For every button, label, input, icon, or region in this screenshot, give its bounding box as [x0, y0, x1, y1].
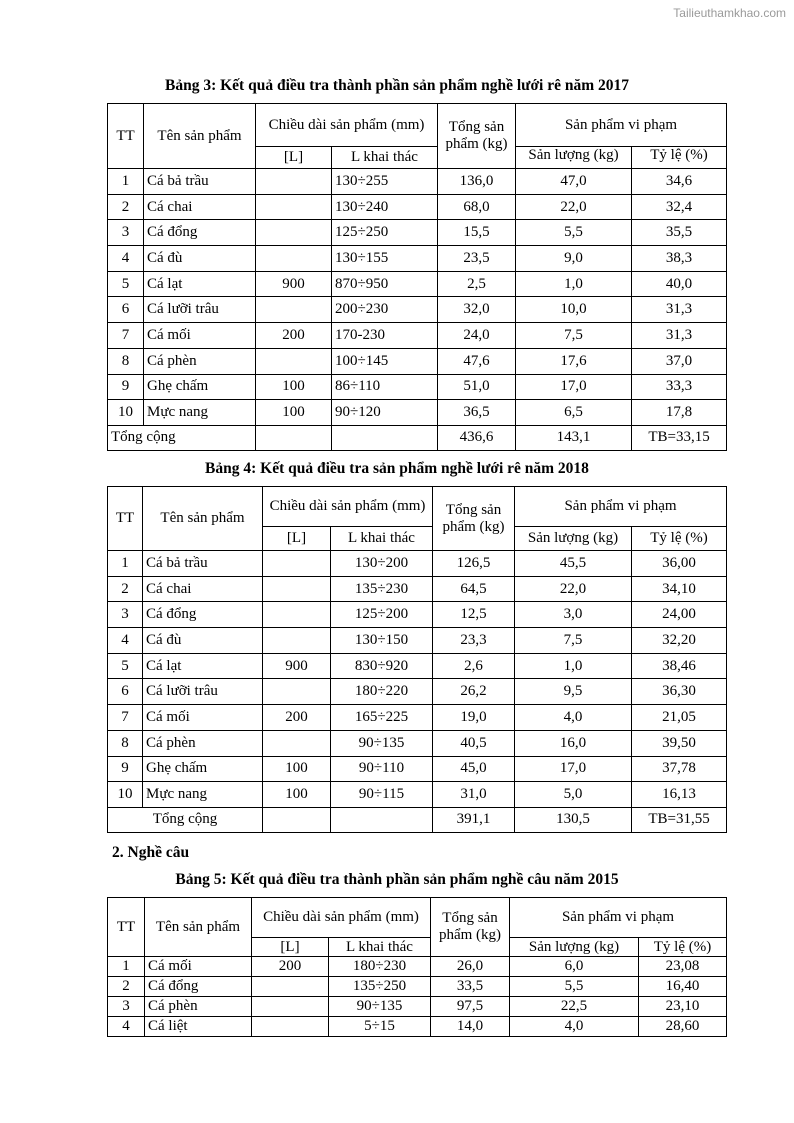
table-row: [108, 348, 727, 374]
cell-tt: 4: [108, 1017, 145, 1037]
cell-total: 40,5: [433, 730, 515, 756]
header-name: Tên sản phẩm: [143, 487, 263, 551]
cell-L: 200: [263, 705, 331, 731]
table-row: [108, 271, 727, 297]
total-label: Tổng cộng: [108, 425, 256, 450]
cell-L: 200: [256, 323, 332, 349]
header-amount: Sản lượng (kg): [515, 527, 632, 551]
total-amount: 143,1: [516, 425, 632, 450]
header-violation: Sản phẩm vi phạm: [515, 487, 727, 527]
cell-total: 33,5: [431, 977, 510, 997]
cell-tt: 10: [108, 400, 144, 426]
cell-L: [252, 997, 329, 1017]
cell-name: Cá phèn: [144, 348, 256, 374]
cell-amount: 17,0: [516, 374, 632, 400]
cell-tt: 5: [108, 271, 144, 297]
total-L: [263, 807, 331, 832]
cell-tt: 2: [108, 576, 143, 602]
cell-name: Cá bả trầu: [144, 169, 256, 195]
cell-total: 15,5: [438, 220, 516, 246]
table-row: [108, 374, 727, 400]
cell-amount: 6,5: [516, 400, 632, 426]
cell-tt: 7: [108, 323, 144, 349]
cell-L: [256, 348, 332, 374]
header-rate: Tỷ lệ (%): [639, 938, 727, 957]
cell-total: 32,0: [438, 297, 516, 323]
table-row: [108, 297, 727, 323]
header-L: [L]: [256, 147, 332, 169]
cell-lkt: 165÷225: [331, 705, 433, 731]
cell-amount: 3,0: [515, 602, 632, 628]
table3: [107, 103, 727, 451]
cell-rate: 37,78: [632, 756, 727, 782]
cell-amount: 10,0: [516, 297, 632, 323]
header-lkt: L khai thác: [331, 527, 433, 551]
cell-tt: 3: [108, 997, 145, 1017]
total-amount: 130,5: [515, 807, 632, 832]
cell-total: 23,3: [433, 628, 515, 654]
cell-lkt: 5÷15: [329, 1017, 431, 1037]
total-label: Tổng cộng: [108, 807, 263, 832]
cell-L: [256, 246, 332, 272]
cell-amount: 1,0: [515, 653, 632, 679]
cell-L: [263, 730, 331, 756]
cell-tt: 9: [108, 756, 143, 782]
cell-name: Cá đổng: [145, 977, 252, 997]
cell-total: 2,5: [438, 271, 516, 297]
cell-tt: 3: [108, 602, 143, 628]
total-lkt: [331, 807, 433, 832]
cell-lkt: 90÷135: [331, 730, 433, 756]
table4: [107, 486, 727, 833]
header-length: Chiều dài sản phẩm (mm): [256, 104, 438, 147]
cell-total: 126,5: [433, 551, 515, 577]
cell-tt: 1: [108, 551, 143, 577]
cell-amount: 5,5: [516, 220, 632, 246]
table-row: [108, 323, 727, 349]
cell-name: Cá đù: [144, 246, 256, 272]
table-row: [108, 602, 727, 628]
cell-lkt: 90÷135: [329, 997, 431, 1017]
cell-amount: 6,0: [510, 957, 639, 977]
header-total: Tổng sản phẩm (kg): [438, 104, 516, 169]
cell-amount: 4,0: [515, 705, 632, 731]
cell-tt: 3: [108, 220, 144, 246]
cell-L: 900: [263, 653, 331, 679]
cell-tt: 8: [108, 348, 144, 374]
cell-lkt: 90÷115: [331, 782, 433, 808]
cell-name: Cá lưỡi trâu: [144, 297, 256, 323]
cell-amount: 4,0: [510, 1017, 639, 1037]
cell-L: [263, 628, 331, 654]
cell-amount: 17,0: [515, 756, 632, 782]
cell-rate: 17,8: [632, 400, 727, 426]
cell-lkt: 180÷220: [331, 679, 433, 705]
cell-rate: 32,4: [632, 194, 727, 220]
cell-amount: 17,6: [516, 348, 632, 374]
header-tt: TT: [108, 487, 143, 551]
cell-name: Ghẹ chấm: [144, 374, 256, 400]
cell-total: 136,0: [438, 169, 516, 195]
cell-name: Cá mối: [143, 705, 263, 731]
table-row: [108, 679, 727, 705]
cell-L: [256, 297, 332, 323]
cell-lkt: 100÷145: [332, 348, 438, 374]
total-total: 391,1: [433, 807, 515, 832]
cell-name: Cá lạt: [144, 271, 256, 297]
cell-amount: 1,0: [516, 271, 632, 297]
cell-rate: 34,6: [632, 169, 727, 195]
section-title: 2. Nghề câu: [112, 844, 190, 861]
cell-lkt: 125÷250: [332, 220, 438, 246]
table5: [107, 897, 727, 1037]
cell-tt: 1: [108, 169, 144, 195]
header-violation: Sản phẩm vi phạm: [516, 104, 727, 147]
cell-name: Cá đổng: [143, 602, 263, 628]
cell-rate: 24,00: [632, 602, 727, 628]
cell-L: 200: [252, 957, 329, 977]
cell-L: [263, 551, 331, 577]
cell-L: [252, 1017, 329, 1037]
cell-tt: 2: [108, 977, 145, 997]
cell-lkt: 830÷920: [331, 653, 433, 679]
cell-total: 12,5: [433, 602, 515, 628]
cell-tt: 8: [108, 730, 143, 756]
table-row: [108, 220, 727, 246]
cell-lkt: 130÷155: [332, 246, 438, 272]
cell-tt: 6: [108, 297, 144, 323]
header-name: Tên sản phẩm: [144, 104, 256, 169]
cell-total: 51,0: [438, 374, 516, 400]
cell-name: Cá mối: [145, 957, 252, 977]
cell-tt: 10: [108, 782, 143, 808]
cell-lkt: 86÷110: [332, 374, 438, 400]
cell-amount: 47,0: [516, 169, 632, 195]
cell-tt: 9: [108, 374, 144, 400]
header-L: [L]: [263, 527, 331, 551]
total-total: 436,6: [438, 425, 516, 450]
table-row: [108, 977, 727, 997]
header-L: [L]: [252, 938, 329, 957]
cell-total: 26,0: [431, 957, 510, 977]
header-total: Tổng sản phẩm (kg): [433, 487, 515, 551]
cell-amount: 9,5: [515, 679, 632, 705]
cell-lkt: 130÷240: [332, 194, 438, 220]
header-tt: TT: [108, 104, 144, 169]
total-rate: TB=31,55: [632, 807, 727, 832]
header-lkt: L khai thác: [329, 938, 431, 957]
cell-tt: 6: [108, 679, 143, 705]
cell-total: 97,5: [431, 997, 510, 1017]
cell-rate: 16,13: [632, 782, 727, 808]
cell-total: 14,0: [431, 1017, 510, 1037]
cell-L: 900: [256, 271, 332, 297]
cell-total: 23,5: [438, 246, 516, 272]
cell-rate: 34,10: [632, 576, 727, 602]
cell-total: 36,5: [438, 400, 516, 426]
header-rate: Tỷ lệ (%): [632, 527, 727, 551]
cell-rate: 23,10: [639, 997, 727, 1017]
cell-lkt: 90÷110: [331, 756, 433, 782]
cell-name: Cá phèn: [143, 730, 263, 756]
cell-name: Cá chai: [143, 576, 263, 602]
header-length: Chiều dài sản phẩm (mm): [252, 898, 431, 938]
table-row: [108, 705, 727, 731]
table-row: [108, 1017, 727, 1037]
cell-tt: 7: [108, 705, 143, 731]
cell-tt: 4: [108, 628, 143, 654]
total-rate: TB=33,15: [632, 425, 727, 450]
cell-rate: 23,08: [639, 957, 727, 977]
table-row: [108, 997, 727, 1017]
cell-total: 2,6: [433, 653, 515, 679]
cell-rate: 35,5: [632, 220, 727, 246]
cell-L: 100: [263, 756, 331, 782]
cell-name: Cá lạt: [143, 653, 263, 679]
cell-lkt: 90÷120: [332, 400, 438, 426]
cell-tt: 2: [108, 194, 144, 220]
table3-caption: Bảng 3: Kết quả điều tra thành phần sản phẩm nghề lưới rê năm 2017: [164, 77, 630, 94]
cell-name: Cá mối: [144, 323, 256, 349]
cell-total: 19,0: [433, 705, 515, 731]
cell-rate: 33,3: [632, 374, 727, 400]
cell-total: 68,0: [438, 194, 516, 220]
cell-L: [256, 169, 332, 195]
cell-lkt: 135÷230: [331, 576, 433, 602]
cell-tt: 1: [108, 957, 145, 977]
cell-L: 100: [256, 374, 332, 400]
cell-lkt: 130÷150: [331, 628, 433, 654]
cell-amount: 22,5: [510, 997, 639, 1017]
cell-total: 45,0: [433, 756, 515, 782]
table-row: [108, 782, 727, 808]
table-row: [108, 756, 727, 782]
total-lkt: [332, 425, 438, 450]
table-row: [108, 628, 727, 654]
cell-L: [256, 220, 332, 246]
cell-rate: 16,40: [639, 977, 727, 997]
cell-amount: 7,5: [515, 628, 632, 654]
cell-L: [263, 602, 331, 628]
cell-lkt: 135÷250: [329, 977, 431, 997]
cell-L: 100: [263, 782, 331, 808]
header-violation: Sản phẩm vi phạm: [510, 898, 727, 938]
table-row: [108, 730, 727, 756]
header-lkt: L khai thác: [332, 147, 438, 169]
table-row: [108, 400, 727, 426]
watermark: Tailieuthamkhao.com: [673, 6, 786, 20]
table-row: [108, 169, 727, 195]
cell-name: Cá liệt: [145, 1017, 252, 1037]
cell-name: Cá đổng: [144, 220, 256, 246]
header-length: Chiều dài sản phẩm (mm): [263, 487, 433, 527]
cell-rate: 37,0: [632, 348, 727, 374]
total-L: [256, 425, 332, 450]
cell-tt: 5: [108, 653, 143, 679]
cell-total: 24,0: [438, 323, 516, 349]
cell-total: 47,6: [438, 348, 516, 374]
cell-tt: 4: [108, 246, 144, 272]
table-row: [108, 576, 727, 602]
cell-lkt: 125÷200: [331, 602, 433, 628]
table5-caption: Bảng 5: Kết quả điều tra thành phần sản phẩm nghề câu năm 2015: [175, 871, 619, 888]
cell-rate: 31,3: [632, 323, 727, 349]
cell-rate: 28,60: [639, 1017, 727, 1037]
table-row: [108, 246, 727, 272]
table-row: [108, 551, 727, 577]
cell-amount: 9,0: [516, 246, 632, 272]
cell-amount: 7,5: [516, 323, 632, 349]
cell-rate: 36,00: [632, 551, 727, 577]
header-total: Tổng sản phẩm (kg): [431, 898, 510, 957]
cell-rate: 38,46: [632, 653, 727, 679]
cell-name: Mực nang: [144, 400, 256, 426]
cell-rate: 38,3: [632, 246, 727, 272]
cell-L: [256, 194, 332, 220]
cell-name: Cá đù: [143, 628, 263, 654]
cell-L: [263, 679, 331, 705]
table4-caption: Bảng 4: Kết quả điều tra sản phẩm nghề lưới rê năm 2018: [205, 460, 589, 477]
header-name: Tên sản phẩm: [145, 898, 252, 957]
table-row: [108, 957, 727, 977]
cell-amount: 5,0: [515, 782, 632, 808]
cell-name: Ghẹ chấm: [143, 756, 263, 782]
cell-name: Cá chai: [144, 194, 256, 220]
cell-lkt: 170-230: [332, 323, 438, 349]
cell-lkt: 130÷255: [332, 169, 438, 195]
cell-name: Mực nang: [143, 782, 263, 808]
cell-amount: 45,5: [515, 551, 632, 577]
cell-L: [252, 977, 329, 997]
header-amount: Sản lượng (kg): [516, 147, 632, 169]
header-rate: Tỷ lệ (%): [632, 147, 727, 169]
cell-lkt: 870÷950: [332, 271, 438, 297]
cell-amount: 16,0: [515, 730, 632, 756]
header-tt: TT: [108, 898, 145, 957]
cell-total: 64,5: [433, 576, 515, 602]
cell-rate: 40,0: [632, 271, 727, 297]
cell-L: [263, 576, 331, 602]
cell-lkt: 200÷230: [332, 297, 438, 323]
table-row: [108, 194, 727, 220]
header-amount: Sản lượng (kg): [510, 938, 639, 957]
cell-amount: 22,0: [515, 576, 632, 602]
cell-lkt: 180÷230: [329, 957, 431, 977]
cell-name: Cá lưỡi trâu: [143, 679, 263, 705]
cell-rate: 39,50: [632, 730, 727, 756]
cell-total: 31,0: [433, 782, 515, 808]
cell-L: 100: [256, 400, 332, 426]
cell-total: 26,2: [433, 679, 515, 705]
cell-rate: 21,05: [632, 705, 727, 731]
cell-rate: 36,30: [632, 679, 727, 705]
cell-amount: 5,5: [510, 977, 639, 997]
cell-name: Cá phèn: [145, 997, 252, 1017]
cell-rate: 32,20: [632, 628, 727, 654]
cell-amount: 22,0: [516, 194, 632, 220]
cell-lkt: 130÷200: [331, 551, 433, 577]
cell-rate: 31,3: [632, 297, 727, 323]
table-row: [108, 653, 727, 679]
cell-name: Cá bả trầu: [143, 551, 263, 577]
